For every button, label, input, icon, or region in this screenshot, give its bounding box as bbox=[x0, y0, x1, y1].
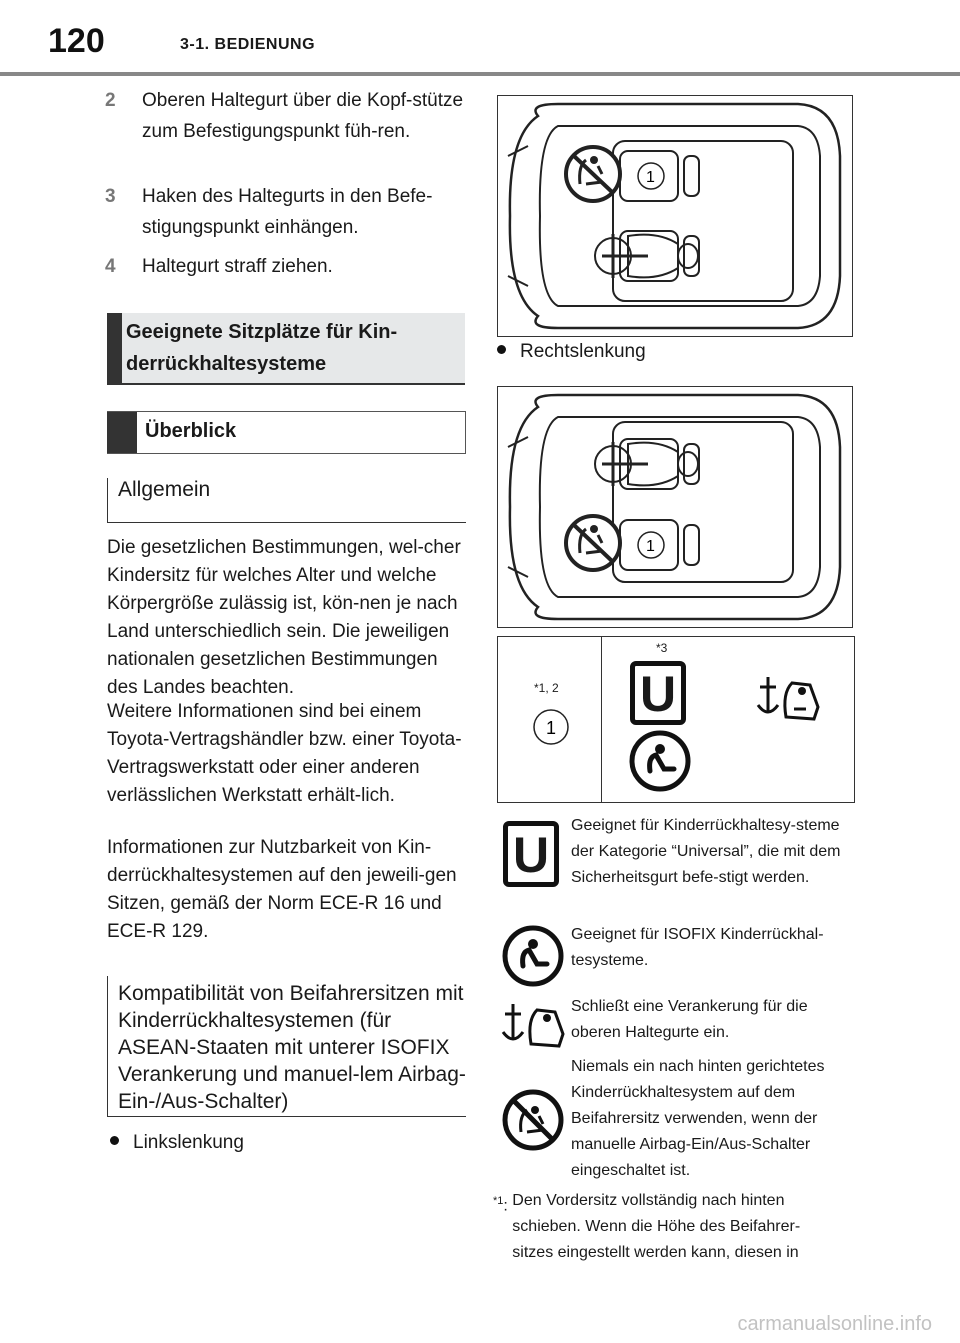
heading-bar bbox=[107, 313, 122, 383]
universal-u-icon: U bbox=[630, 661, 686, 725]
no-rear-facing-seat-icon bbox=[566, 516, 620, 570]
bullet-dot bbox=[497, 345, 506, 354]
step-text: Haltegurt straff ziehen. bbox=[142, 256, 333, 277]
seat-label: 1 bbox=[646, 169, 655, 186]
legend-row-isofix bbox=[497, 922, 857, 992]
bullet-right-hand-drive bbox=[497, 341, 646, 363]
car-top-view-illustration bbox=[498, 387, 852, 627]
step-number: 2 bbox=[105, 90, 116, 111]
step-number: 4 bbox=[105, 256, 116, 277]
subsection-heading bbox=[107, 411, 466, 454]
legend-row-universal bbox=[497, 813, 857, 917]
section-heading-text: Geeignete Sitzplätze für Kin-derrückhaltesysteme bbox=[126, 321, 398, 375]
paragraph-1: Die gesetzlichen Bestimmungen, wel-cher Kindersitz für welches Alter und welche Körpergröße zulässig ist, kön-nen je nach Land unterschiedlich sein. Die jeweiligen nationalen gesetzlichen Bestimmungen des Landes beachten. bbox=[107, 537, 461, 698]
footnote: $^{*1}$: Den Vordersitz vollständig nach hinten schieben. Wenn die Höhe des Beifahrer-sitzes eingestellt werden kann, diesen in bbox=[493, 1188, 853, 1266]
bullet-text: Linkslenkung bbox=[133, 1132, 244, 1153]
legend-row-no-rear-facing bbox=[497, 1054, 857, 1184]
svg-text:1: 1 bbox=[546, 718, 557, 738]
bullet-text: Rechtslenkung bbox=[520, 341, 646, 362]
step-text: Haken des Haltegurts in den Befe-stigungspunkt einhängen. bbox=[142, 186, 433, 238]
top-tether-anchor-icon bbox=[754, 667, 824, 727]
section-title: 3-1. BEDIENUNG bbox=[180, 36, 316, 53]
legend-text: Niemals ein nach hinten gerichtetes Kinderrückhaltesystem auf dem Beifahrersitz verwenden, wenn der manuelle Airbag-Ein/Aus-Schalter eingeschaltet ist. bbox=[571, 1058, 825, 1179]
top-tether-anchor-icon bbox=[499, 994, 569, 1050]
no-rear-facing-seat-icon bbox=[501, 1088, 565, 1152]
car-top-view-illustration bbox=[498, 96, 852, 336]
isofix-seat-icon bbox=[628, 729, 692, 793]
compatibility-table bbox=[497, 636, 855, 803]
watermark: carmanualsonline.info bbox=[737, 1313, 932, 1335]
step-2 bbox=[105, 85, 465, 147]
header-divider bbox=[0, 72, 960, 76]
driver-figure bbox=[595, 439, 699, 489]
footnote-mark: *1 bbox=[493, 1195, 504, 1207]
bullet-dot bbox=[110, 1136, 119, 1145]
paragraph-2: Weitere Informationen sind bei einem Toyota-Vertragshändler bzw. einer Toyota-Vertragswerkstatt oder einer anderen verlässlichen Werkstatt erhält-lich. bbox=[107, 701, 462, 806]
step-number: 3 bbox=[105, 186, 116, 207]
table-footnote-ref: *1, 2 bbox=[534, 681, 559, 695]
seat-number-icon bbox=[531, 707, 571, 747]
car-diagram-right-hand-drive bbox=[497, 386, 853, 628]
no-rear-facing-seat-icon bbox=[566, 147, 620, 201]
legend-text: Geeignet für Kinderrückhaltesy-steme der Kategorie “Universal”, die mit dem Sicherheitsgurt befe-stigt werden. bbox=[571, 817, 841, 886]
compat-heading-text: Kompatibilität von Beifahrersitzen mit Kinderrückhaltesystemen (für ASEAN-Staaten mit unterer ISOFIX Verankerung und manuel-lem Airbag-Ein-/Aus-Schalter) bbox=[118, 982, 466, 1113]
heading-bar bbox=[107, 412, 137, 453]
footnote-text: Den Vordersitz vollständig nach hinten schieben. Wenn die Höhe des Beifahrer-sitzes eingestellt werden kann, diesen in bbox=[512, 1192, 801, 1261]
step-3 bbox=[105, 181, 465, 243]
compat-heading bbox=[107, 976, 466, 1117]
subsection-heading-text: Überblick bbox=[145, 420, 237, 442]
legend-row-top-tether bbox=[497, 994, 857, 1050]
isofix-seat-icon bbox=[501, 924, 565, 988]
page-number: 120 bbox=[48, 22, 105, 60]
paragraph-3: Informationen zur Nutzbarkeit von Kin-derrückhaltesystemen auf den jeweili-gen Sitzen, gemäß der Norm ECE-R 16 und ECE-R 129. bbox=[107, 837, 457, 942]
step-text: Oberen Haltegurt über die Kopf-stütze zum Befestigungspunkt füh-ren. bbox=[142, 90, 464, 142]
universal-u-icon: U bbox=[503, 821, 559, 887]
table-footnote-ref: *3 bbox=[656, 641, 668, 655]
bullet-left-hand-drive bbox=[110, 1132, 244, 1154]
section-heading bbox=[107, 313, 465, 385]
topic-heading bbox=[107, 478, 466, 523]
step-4 bbox=[105, 251, 465, 282]
seat-label: 1 bbox=[646, 538, 655, 555]
legend-text: Schließt eine Verankerung für die oberen Haltegurte ein. bbox=[571, 998, 808, 1041]
car-diagram-left-hand-drive bbox=[497, 95, 853, 337]
legend-text: Geeignet für ISOFIX Kinderrückhal-tesysteme. bbox=[571, 926, 824, 969]
table-divider bbox=[601, 637, 602, 802]
topic-heading-text: Allgemein bbox=[118, 478, 211, 501]
driver-figure bbox=[595, 231, 699, 281]
